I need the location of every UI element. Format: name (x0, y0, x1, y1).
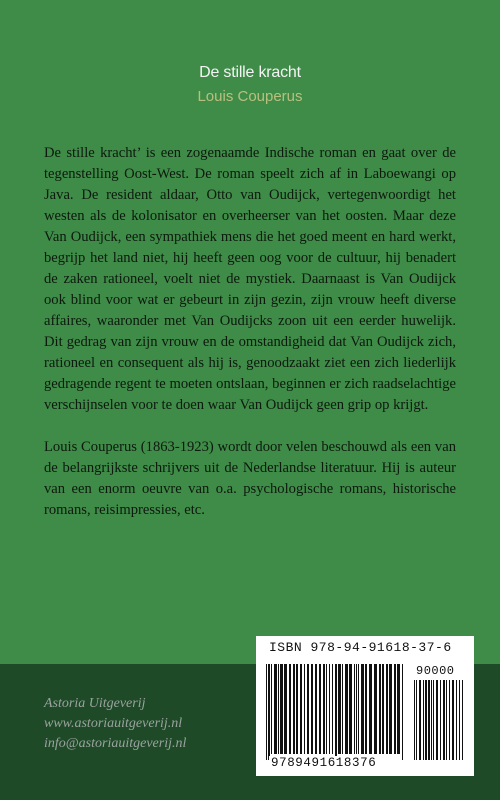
publisher-website: www.astoriauitgeverij.nl (44, 716, 183, 731)
barcode-addon-bar (419, 680, 421, 760)
book-title: De stille kracht (199, 64, 301, 81)
barcode-bar (345, 664, 348, 754)
barcode-bar (266, 664, 267, 760)
barcode-addon-bar (416, 680, 417, 760)
barcode-addon-bar (423, 680, 424, 760)
barcode-bar (389, 664, 392, 754)
barcode-bar (379, 664, 381, 754)
barcode-addon-digits: 90000 (416, 664, 455, 678)
barcode-addon-bar (431, 680, 432, 760)
barcode-bar (361, 664, 364, 754)
barcode-addon-bar (428, 680, 430, 760)
barcode-addon-bar (452, 680, 454, 760)
book-author: Louis Couperus (197, 88, 303, 105)
barcode-bar (354, 664, 355, 754)
publisher-email: info@astoriauitgeverij.nl (44, 736, 187, 751)
barcode-bar (374, 664, 377, 754)
barcode-bar (382, 664, 384, 754)
barcode-addon-bar (446, 680, 447, 760)
barcode-bar (386, 664, 388, 754)
barcode-bar (329, 664, 330, 754)
barcode-addon-bar (449, 680, 450, 760)
barcode-bar (349, 664, 352, 754)
barcode-addon-bar (425, 680, 427, 760)
barcode-addon-bar (433, 680, 434, 760)
barcode-addon-bar (462, 680, 463, 760)
barcode-addon-bar (440, 680, 441, 760)
barcode-bar (356, 664, 357, 754)
barcode-bar (284, 664, 287, 754)
blurb-paragraph-summary: De stille kracht’ is een zogenaamde Indische roman en gaat over de tegenstelling Oost-West. De roman speelt zich af in Laboewangi op Java. De resident aldaar, Otto van Oudijck, vertegenwoordigt het westen als de kolonisator en overheerser van het oosten. Maar deze Van Oudijck, een sympathiek mens die het goed meent en hard werkt, begrijp het land niet, hij heeft geen oog voor de cultuur, hij benadert de zaken rationeel, voelt niet de mystiek. Daarnaast is Van Oudijck ook blind voor wat er gebeurt in zijn gezin, zijn vrouw heeft diverse affaires, waaronder met Van Oudijcks zoon uit een eerder huwelijk. Dit gedrag van zijn vrouw en de omstandigheid dat Van Oudijck zich, rationeel en consequent als hij is, genoodzaakt ziet een zich liederlijk gedragende regent te moeten ontslaan, beginnen er zich raadselachtige verschijnselen voor te doen waar Van Oudijck geen grip op krijgt. (44, 145, 456, 413)
barcode-bar (296, 664, 298, 754)
barcode-bar (326, 664, 327, 754)
isbn-label: ISBN 978-94-91618-37-6 (269, 640, 452, 655)
barcode-bar (311, 664, 313, 754)
barcode-bar (289, 664, 291, 754)
isbn-barcode (256, 636, 474, 776)
barcode-bar (397, 664, 400, 754)
barcode-bar (332, 664, 333, 754)
barcode-bar (307, 664, 309, 754)
publisher-info (44, 694, 186, 754)
barcode-bar (335, 664, 337, 760)
barcode-bar (342, 664, 343, 754)
barcode-bar (358, 664, 359, 754)
barcode-addon-bar (459, 680, 460, 760)
publisher-name: Astoria Uitgeverij (44, 696, 146, 711)
barcode-bar (338, 664, 341, 754)
barcode-bar (300, 664, 302, 754)
barcode-addon-bar (414, 680, 415, 760)
barcode-bar (280, 664, 283, 754)
barcode-addon-bar (456, 680, 457, 760)
barcode-bar (315, 664, 317, 754)
blurb-paragraph-author-bio: Louis Couperus (1863-1923) wordt door velen beschouwd als een van de belangrijkste schrijvers uit de Nederlandse literatuur. Hij is auteur van een enorm oeuvre van o.a. psychologische romans, historische romans, reisimpressies, etc. (44, 439, 456, 518)
barcode-bar (394, 664, 396, 754)
barcode-bar (319, 664, 321, 754)
barcode-bar (274, 664, 277, 754)
barcode-bar (271, 664, 272, 754)
barcode-addon-bar (443, 680, 445, 760)
book-blurb (44, 143, 456, 542)
barcode-bar (402, 664, 403, 760)
barcode-bar (323, 664, 325, 754)
barcode-bar (268, 664, 270, 760)
barcode-bar (278, 664, 279, 754)
barcode-bar (304, 664, 305, 754)
barcode-addon-bar (436, 680, 438, 760)
barcode-bar (293, 664, 295, 754)
barcode-bar (369, 664, 372, 754)
barcode-bar (365, 664, 367, 754)
barcode-ean-digits: 9789491618376 (271, 756, 377, 770)
